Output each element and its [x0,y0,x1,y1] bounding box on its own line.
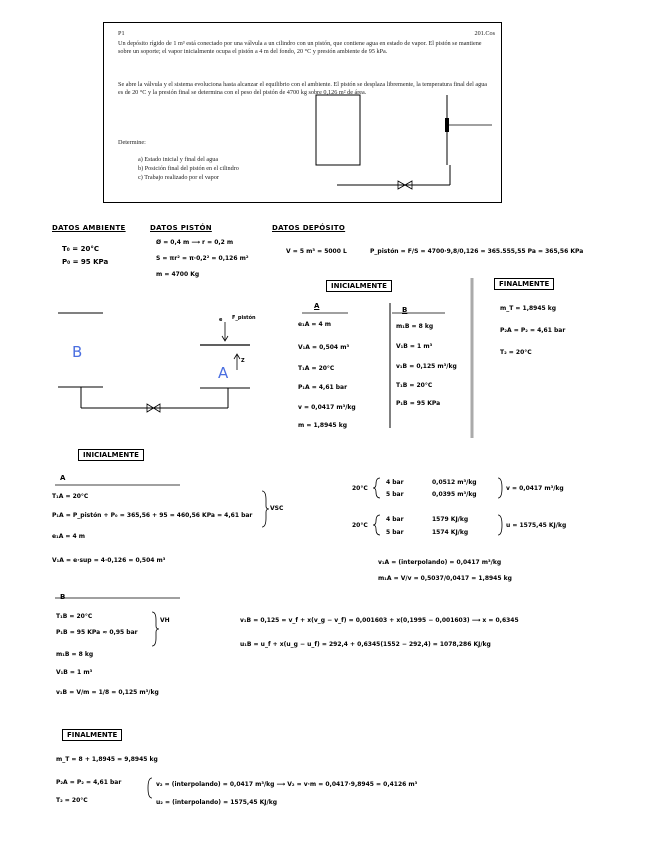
piston-area: S = πr² = π·0,2² = 0,126 m² [156,255,249,262]
table-r1b-value: 0,0395 m³/kg [432,491,477,498]
col-b-line-2: V₁B = 1 m³ [396,343,433,350]
final-top-line-3: T₂ = 20°C [500,349,532,356]
section-a-tag: VSC [270,505,284,512]
section-b-header: B [60,593,66,601]
table-r2a: 4 bar [386,516,404,523]
table-r1a: 4 bar [386,479,404,486]
finalmente-2-label: FINALMENTE [62,729,122,741]
finalmente-label: FINALMENTE [494,278,554,290]
inicialmente-label: INICIALMENTE [326,280,392,292]
statement-paragraph-2: Se abre la válvula y el sistema evoluciona hasta alcanzar el equilibrio con el ambiente. El pistón se desplaza libremente, la temperatura final del agua es de 20 °C y la presión final se determina con el peso del pistón de 4700 kg sobre 0,126 m² de área. [118,81,488,96]
section-b-tag: VH [160,617,170,624]
ambiente-temp: T₀ = 20°C [62,245,99,253]
statement-item-a: a) Estado inicial y final del agua [138,156,219,163]
final-right-line-2: u₂ = (interpolando) = 1575,45 KJ/kg [156,799,278,806]
col-a-header: A [314,302,320,310]
section-b-line-4: V₁B = 1 m³ [56,669,93,676]
section-a-header: A [60,474,66,482]
piston-pressure: P_pistón = F/S = 4700·9,8/0,126 = 365.555,55 Pa = 365,56 KPa [370,248,584,255]
col-b-header: B [402,306,408,314]
datos-piston-title: DATOS PISTÓN [150,224,212,232]
statement-paragraph-1: Un depósito rígido de 1 m³ está conectado por una válvula a un cilindro con un pistón, que contiene agua en estado de vapor. El pistón se mantiene sobre un soporte; el vapor inicialmente ocupa el pistón a 4 m del fondo, 20 °C y presión ambiente de 95 kPa. [118,40,482,55]
table-r2-result: u = 1575,45 KJ/kg [506,522,567,529]
section-a-line-2: P₁A = P_pistón + P₀ = 365,56 + 95 = 460,56 KPa = 4,61 bar [52,512,253,519]
statement-item-c: c) Trabajo realizado por el vapor [138,174,219,181]
col-b-line-5: P₁B = 95 KPa [396,400,441,407]
table-r1a-value: 0,0512 m³/kg [432,479,477,486]
table-r2b: 5 bar [386,529,404,536]
col-b-line-1: m₁B = 8 kg [396,323,434,330]
quality-line-2: u₁B = u_f + x(u_g − u_f) = 292,4 + 0,6345(1552 − 292,4) = 1078,286 KJ/kg [240,641,491,648]
final-line-2: P₂A = P₂ = 4,61 bar [56,779,122,786]
piston-mass: m = 4700 Kg [156,271,200,278]
table-row2-label: 20°C [352,522,368,529]
diagram-label-a: A [218,364,229,382]
final-top-line-1: m_T = 1,8945 kg [500,305,557,312]
piston-diameter: Ø = 0,4 m ⟶ r = 0,2 m [156,239,234,246]
datos-ambiente-title: DATOS AMBIENTE [52,224,126,232]
statement-determine: Determine: [118,139,146,146]
section-b-line-5: v₁B = V/m = 1/8 = 0,125 m³/kg [56,689,159,696]
datos-deposito-title: DATOS DEPÓSITO [272,224,346,232]
table-row1-label: 20°C [352,485,368,492]
final-line-1: m_T = 8 + 1,8945 = 9,8945 kg [56,756,158,763]
col-a-line-5: v = 0,0417 m³/kg [298,404,356,411]
col-a-line-6: m = 1,8945 kg [298,422,347,429]
tank-figure [316,95,360,165]
col-b-line-3: v₁B = 0,125 m³/kg [396,363,457,370]
section-b-line-1: T₁B = 20°C [56,613,93,620]
quality-line-1: v₁B = 0,125 = v_f + x(v_g − v_f) = 0,001603 + x(0,1995 − 0,001603) ⟶ x = 0,6345 [240,617,519,624]
diagram-force-label: F_pistón [232,315,256,321]
statement-item-b: b) Posición final del pistón en el cilindro [138,165,239,172]
ambiente-pressure: P₀ = 95 KPa [62,258,109,266]
final-line-3: T₂ = 20°C [56,797,88,804]
section-a-line-1: T₁A = 20°C [52,493,89,500]
final-right-line-1: v₂ = (interpolando) = 0,0417 m³/kg ⟶ V₂ = v·m = 0,0417·9,8945 = 0,4126 m³ [156,781,418,788]
interp-line-2: m₁A = V/v = 0,5037/0,0417 = 1,8945 kg [378,575,512,582]
section-a-line-4: V₁A = e·sup = 4·0,126 = 0,504 m³ [52,557,166,564]
col-a-line-4: P₁A = 4,61 bar [298,384,348,391]
interp-line-1: v₁A = (interpolando) = 0,0417 m³/kg [378,559,502,566]
deposito-volume: V = 5 m³ = 5000 L [286,248,347,255]
table-r1b: 5 bar [386,491,404,498]
diagram-z-label: Z [241,358,245,364]
piston-block [445,118,449,132]
diagram-label-b: B [72,343,83,361]
col-b-line-4: T₁B = 20°C [396,382,433,389]
final-top-line-2: P₂A = P₂ = 4,61 bar [500,327,566,334]
section-a-line-3: e₁A = 4 m [52,533,86,540]
table-r1-result: v = 0,0417 m³/kg [506,485,564,492]
col-a-line-1: e₁A = 4 m [298,321,332,328]
inicialmente-2-label: INICIALMENTE [78,449,144,461]
section-b-line-2: P₁B = 95 KPa ≈ 0,95 bar [56,629,138,636]
diagram-dim-label: e [219,317,223,323]
problem-number: P1 [118,30,125,37]
page-reference: 201.Cos [474,30,495,37]
section-b-line-3: m₁B = 8 kg [56,651,94,658]
table-r2a-value: 1579 KJ/kg [432,516,469,523]
col-a-line-2: V₁A = 0,504 m³ [298,344,350,351]
table-r2b-value: 1574 KJ/kg [432,529,469,536]
col-a-line-3: T₁A = 20°C [298,365,335,372]
